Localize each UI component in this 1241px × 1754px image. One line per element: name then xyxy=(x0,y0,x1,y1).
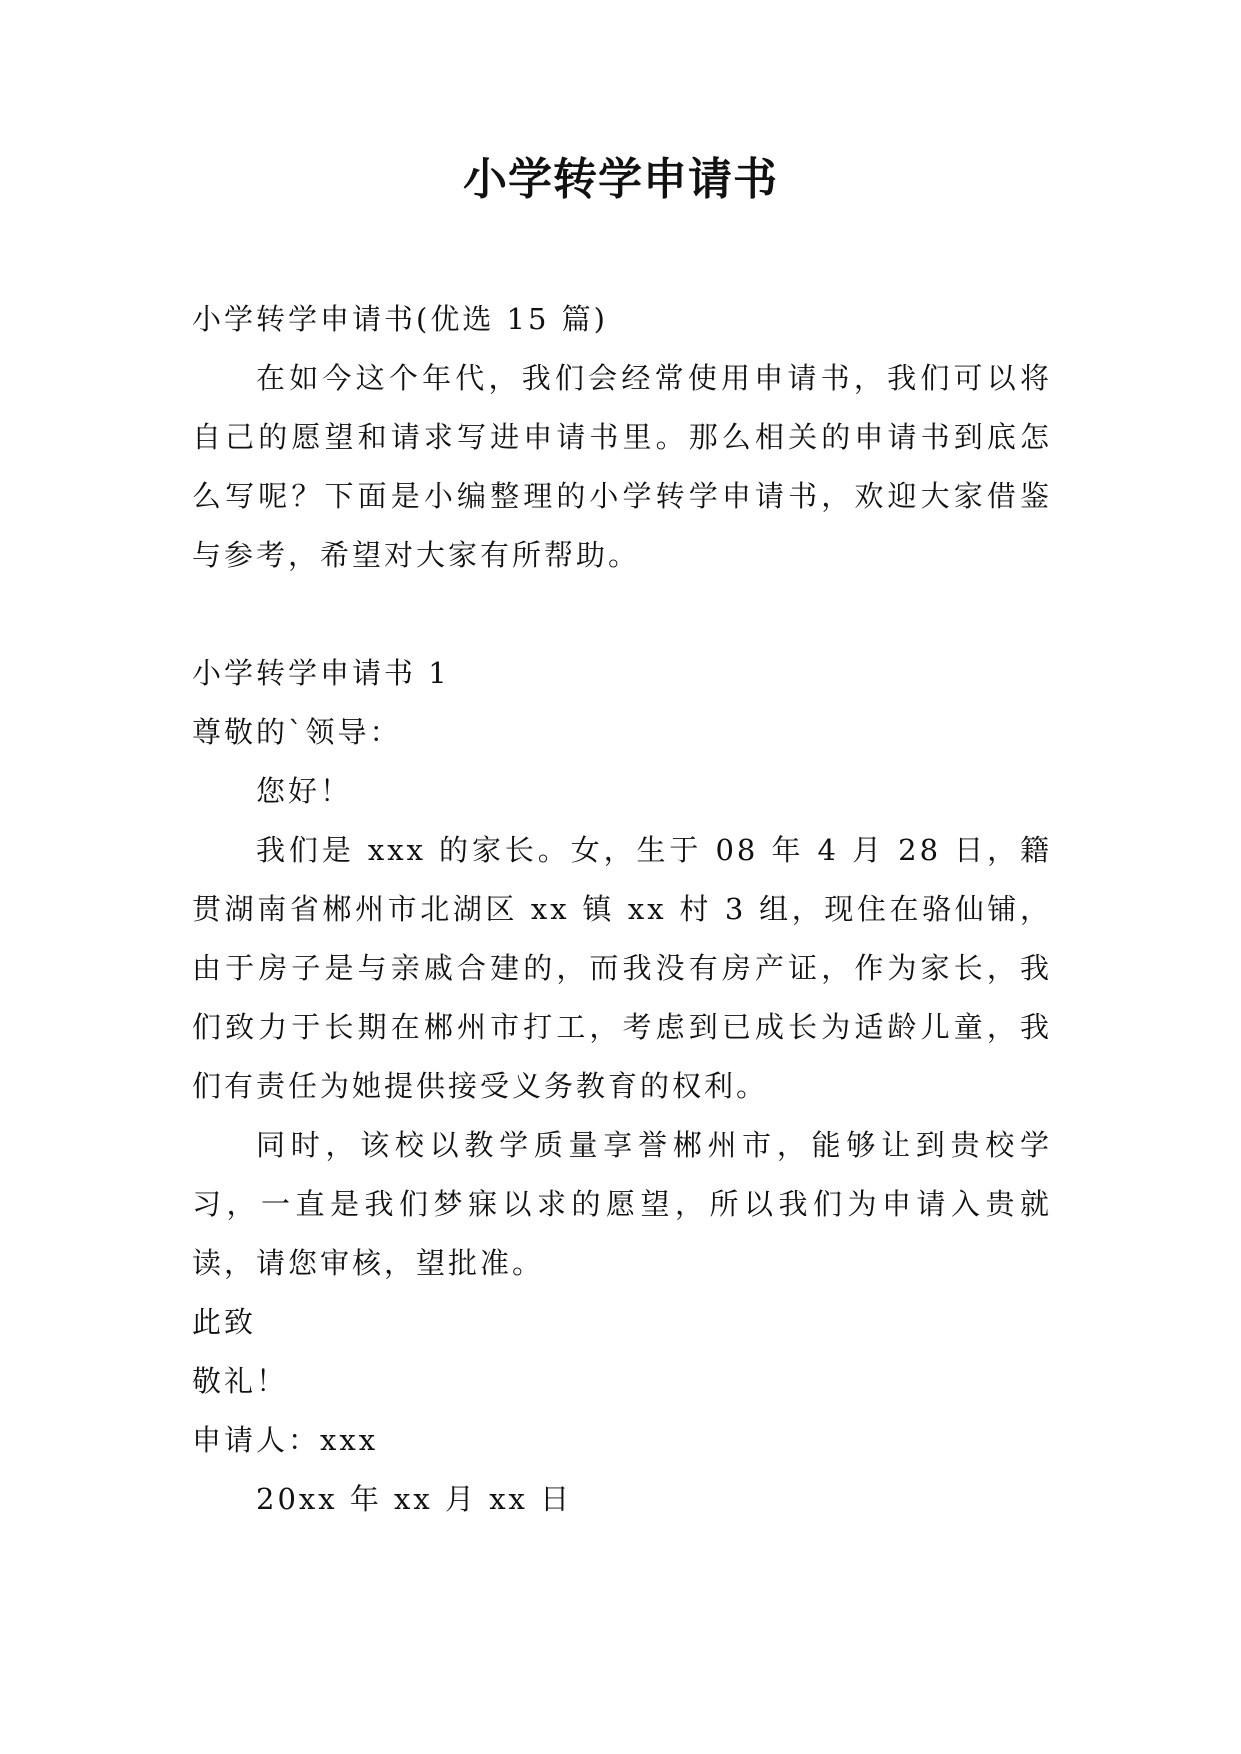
section-heading: 小学转学申请书 1 xyxy=(192,656,450,690)
applicant-line: 申请人：xxx xyxy=(192,1423,379,1457)
document-subtitle: 小学转学申请书(优选 15 篇) xyxy=(192,302,608,336)
intro-paragraph: 在如今这个年代，我们会经常使用申请书，我们可以将自己的愿望和请求写进申请书里。那么相关的申请书到底怎么写呢？下面是小编整理的小学转学申请书，欢迎大家借鉴与参考，希望对大家有所帮助。 xyxy=(192,361,1052,572)
body-paragraph-1: 我们是 xxx 的家长。女，生于 08 年 4 月 28 日，籍贯湖南省郴州市北湖区 xx 镇 xx 村 3 组，现住在骆仙铺，由于房子是与亲戚合建的，而我没有房产证，作为家长，我们致力于长期在郴州市打工，考虑到已成长为适龄儿童，我们有责任为她提供接受义务教育的权利。 xyxy=(192,833,1052,1103)
paragraph-spacer xyxy=(192,585,1052,644)
body-paragraph-2: 同时，该校以教学质量享誉郴州市，能够让到贵校学习，一直是我们梦寐以求的愿望，所以我们为申请入贵就读，请您审核，望批准。 xyxy=(192,1128,1052,1280)
greeting: 您好！ xyxy=(256,774,353,808)
document-body xyxy=(192,290,1052,1529)
date-line: 20xx 年 xx 月 xx 日 xyxy=(256,1482,573,1516)
closing-line-1: 此致 xyxy=(192,1305,257,1339)
closing-line-2: 敬礼！ xyxy=(192,1364,289,1398)
document-title: 小学转学申请书 xyxy=(463,154,778,205)
salutation: 尊敬的`领导： xyxy=(192,715,402,749)
